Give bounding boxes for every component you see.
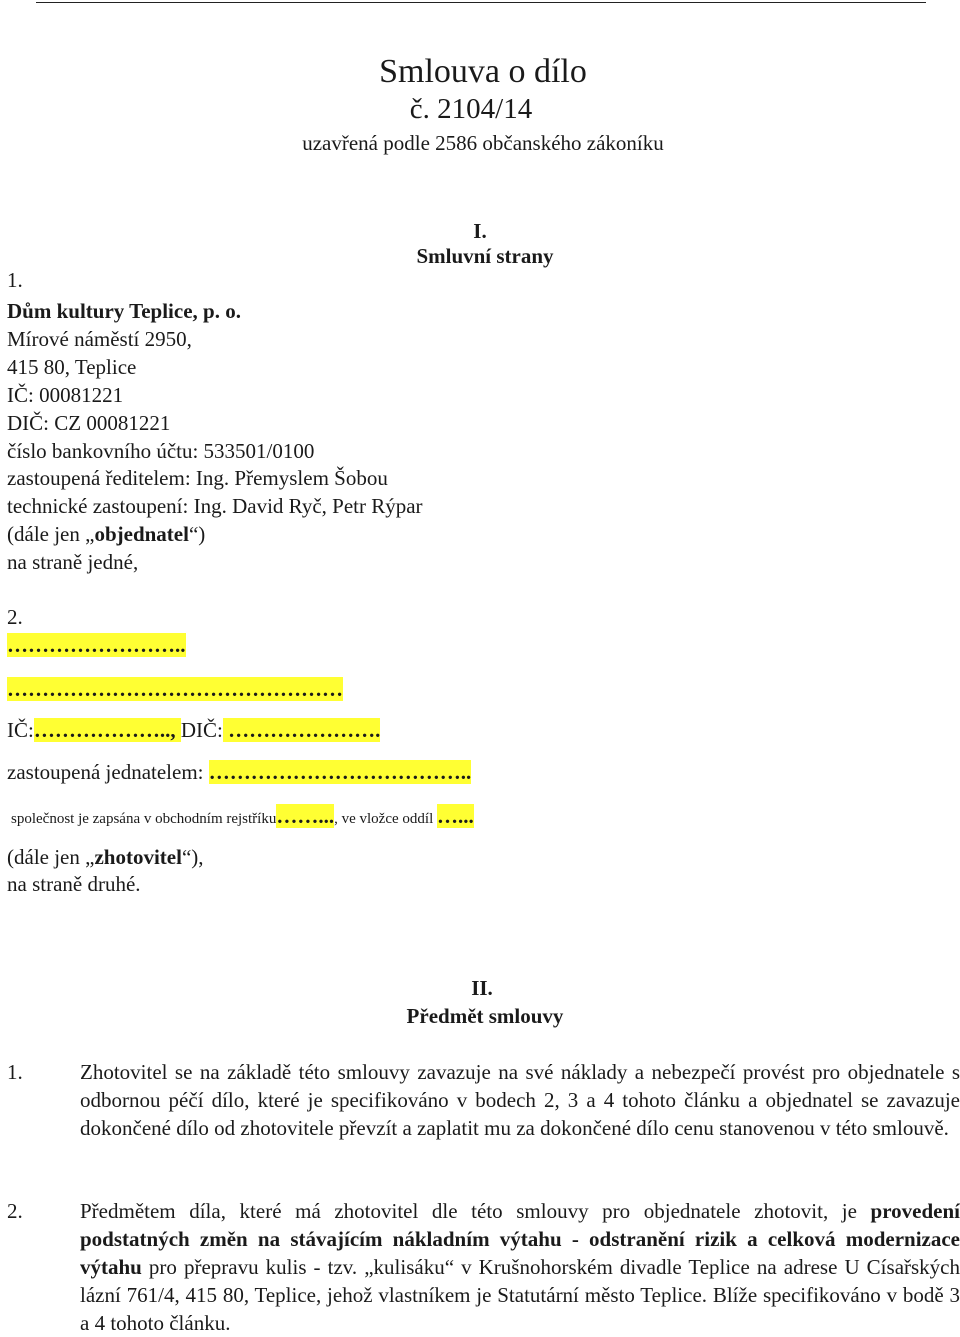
party-2-side: na straně druhé. (7, 872, 141, 896)
paragraph-1-number: 1. (7, 1060, 23, 1084)
fill-in-blank: ……………………………….. (208, 760, 472, 784)
paragraph-2-text (80, 1197, 960, 1337)
party-2-address-blank (7, 676, 343, 702)
fill-in-blank: …... (437, 804, 474, 828)
fill-in-blank: …………………….. (7, 633, 186, 657)
alias-suffix: “), (181, 845, 204, 869)
party-1-side: na straně jedné, (7, 550, 139, 574)
party-2-ic-dic (7, 717, 380, 743)
fill-in-blank: ……………….., (33, 718, 181, 742)
alias-prefix: (dále jen „ (7, 845, 95, 869)
section-2-title: Předmět smlouvy (406, 1004, 564, 1028)
party-1-technical-representative: technické zastoupení: Ing. David Ryč, Petr Rýpar (7, 494, 423, 518)
insert-label: , ve vložce oddíl (334, 811, 437, 827)
paragraph-2-text-bold: provedení podstatných změn na stávajícím nákladním výtahu - odstranění rizik a celková modernizace výtahu (80, 1199, 960, 1279)
party-1-representative: zastoupená ředitelem: Ing. Přemyslem Šobou (7, 466, 388, 490)
fill-in-blank: ……... (276, 804, 335, 828)
representative-label: zastoupená jednatelem: (7, 760, 209, 784)
party-1-ic: IČ: 00081221 (7, 383, 124, 407)
paragraph-1-text: Zhotovitel se na základě této smlouvy zavazuje na své náklady a nebezpečí provést pro objednatele s odbornou péčí dílo, které je specifikováno v bodech 2, 3 a 4 tohoto článku a objednatel se zavazuje dokončené dílo od zhotovitele převzít a zaplatit mu za dokončené dílo cenu stanovenou v této smlouvě. (80, 1060, 960, 1140)
party-2-alias (7, 844, 204, 870)
fill-in-blank: ………………………………………… (7, 677, 343, 701)
fill-in-blank: …………………. (222, 718, 381, 742)
party-1-dic: DIČ: CZ 00081221 (7, 411, 171, 435)
top-rule (36, 2, 926, 3)
document-title: Smlouva o dílo (379, 53, 587, 90)
section-2-number: II. (471, 976, 493, 1000)
party-1-address-2: 415 80, Teplice (7, 355, 137, 379)
ic-label: IČ: (7, 718, 34, 742)
alias-name: objednatel (94, 522, 189, 546)
section-1-title: Smluvní strany (416, 244, 554, 268)
paragraph-2-text-b: pro přepravu kulis - tzv. „kulisáku“ v Krušnohorském divadle Teplice na adrese U Císařských lázní 761/4, 415 80, Teplice, jehož vlastníkem je Statutární město Teplice. Blíže specifikováno v bodě 3 a 4 tohoto článku. (80, 1255, 960, 1335)
section-1-number: I. (473, 219, 487, 243)
party-1-index: 1. (7, 268, 23, 292)
party-1-alias (7, 521, 205, 547)
alias-suffix: “) (188, 522, 206, 546)
registry-label: společnost je zapsána v obchodním rejstříku (11, 811, 277, 827)
party-1-bank-account: číslo bankovního účtu: 533501/0100 (7, 439, 315, 463)
paragraph-2-number: 2. (7, 1199, 23, 1223)
party-2-index: 2. (7, 605, 23, 629)
party-2-name-blank (7, 632, 186, 658)
document-subtitle: uzavřená podle 2586 občanského zákoníku (302, 131, 664, 155)
party-1-name: Dům kultury Teplice, p. o. (7, 299, 241, 323)
party-1-address-1: Mírové náměstí 2950, (7, 327, 192, 351)
party-2-representative (7, 759, 471, 785)
alias-prefix: (dále jen „ (7, 522, 95, 546)
paragraph-2-text-a: Předmětem díla, které má zhotovitel dle této smlouvy pro objednatele zhotovit, je (80, 1199, 871, 1223)
alias-name: zhotovitel (94, 845, 182, 869)
contract-number: č. 2104/14 (409, 93, 533, 125)
party-2-registry (11, 803, 474, 832)
dic-label: DIČ: (180, 718, 223, 742)
